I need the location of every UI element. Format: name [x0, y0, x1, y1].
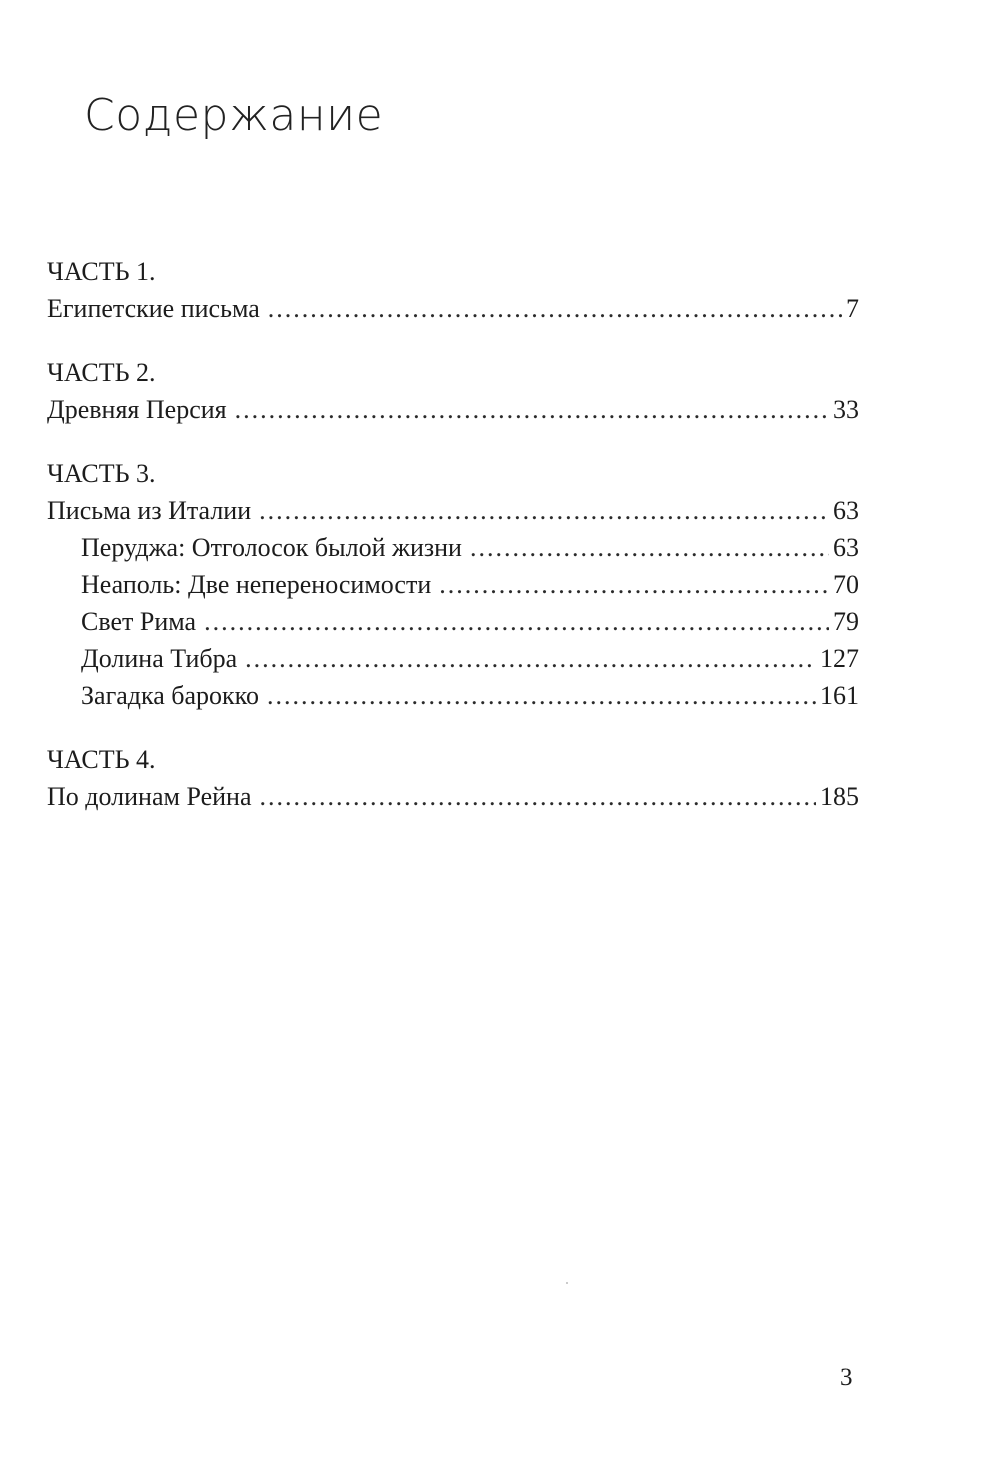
toc-entry[interactable] — [47, 492, 859, 529]
dot-leader — [235, 391, 829, 428]
entry-title: Древняя Персия — [47, 395, 227, 424]
dot-leader — [470, 529, 829, 566]
page-number: 3 — [840, 1364, 853, 1391]
dot-leader — [245, 640, 816, 677]
toc-subentry[interactable] — [47, 640, 859, 677]
entry-title: Египетские письма — [47, 294, 260, 323]
toc-part-4 — [47, 742, 859, 815]
paper-speck — [566, 1282, 568, 1284]
entry-title: По долинам Рейна — [47, 782, 252, 811]
entry-page-number: 161 — [820, 681, 859, 710]
toc-part-1 — [47, 254, 859, 327]
dot-leader — [267, 677, 816, 714]
dot-leader — [259, 492, 829, 529]
toc-entry[interactable] — [47, 290, 859, 327]
entry-page-number: 63 — [833, 533, 859, 562]
part-label: ЧАСТЬ 4. — [47, 745, 156, 774]
dot-leader — [439, 566, 829, 603]
dot-leader — [259, 778, 816, 815]
toc-part-3 — [47, 456, 859, 714]
entry-title: Долина Тибра — [81, 644, 238, 673]
entry-title: Загадка барокко — [81, 681, 259, 710]
entry-page-number: 79 — [833, 607, 859, 636]
part-label: ЧАСТЬ 2. — [47, 358, 156, 387]
entry-title: Перуджа: Отголосок былой жизни — [81, 533, 462, 562]
toc-subentry[interactable] — [47, 603, 859, 640]
toc-entry[interactable] — [47, 778, 859, 815]
entry-page-number: 127 — [820, 644, 859, 673]
entry-page-number: 185 — [820, 782, 859, 811]
entry-title: Свет Рима — [81, 607, 197, 636]
part-label: ЧАСТЬ 1. — [47, 257, 156, 286]
toc-subentry[interactable] — [47, 566, 859, 603]
toc-subentry[interactable] — [47, 677, 859, 714]
part-label: ЧАСТЬ 3. — [47, 459, 156, 488]
entry-page-number: 63 — [833, 496, 859, 525]
entry-title: Неаполь: Две непереносимости — [81, 570, 432, 599]
table-of-contents — [47, 254, 859, 843]
toc-entry[interactable] — [47, 391, 859, 428]
dot-leader — [268, 290, 842, 327]
entry-page-number: 33 — [833, 395, 859, 424]
entry-title: Письма из Италии — [47, 496, 252, 525]
entry-page-number: 70 — [833, 570, 859, 599]
entry-page-number: 7 — [846, 294, 859, 323]
toc-subentry[interactable] — [47, 529, 859, 566]
dot-leader — [204, 603, 829, 640]
toc-part-2 — [47, 355, 859, 428]
page-title: Содержание — [84, 90, 384, 141]
